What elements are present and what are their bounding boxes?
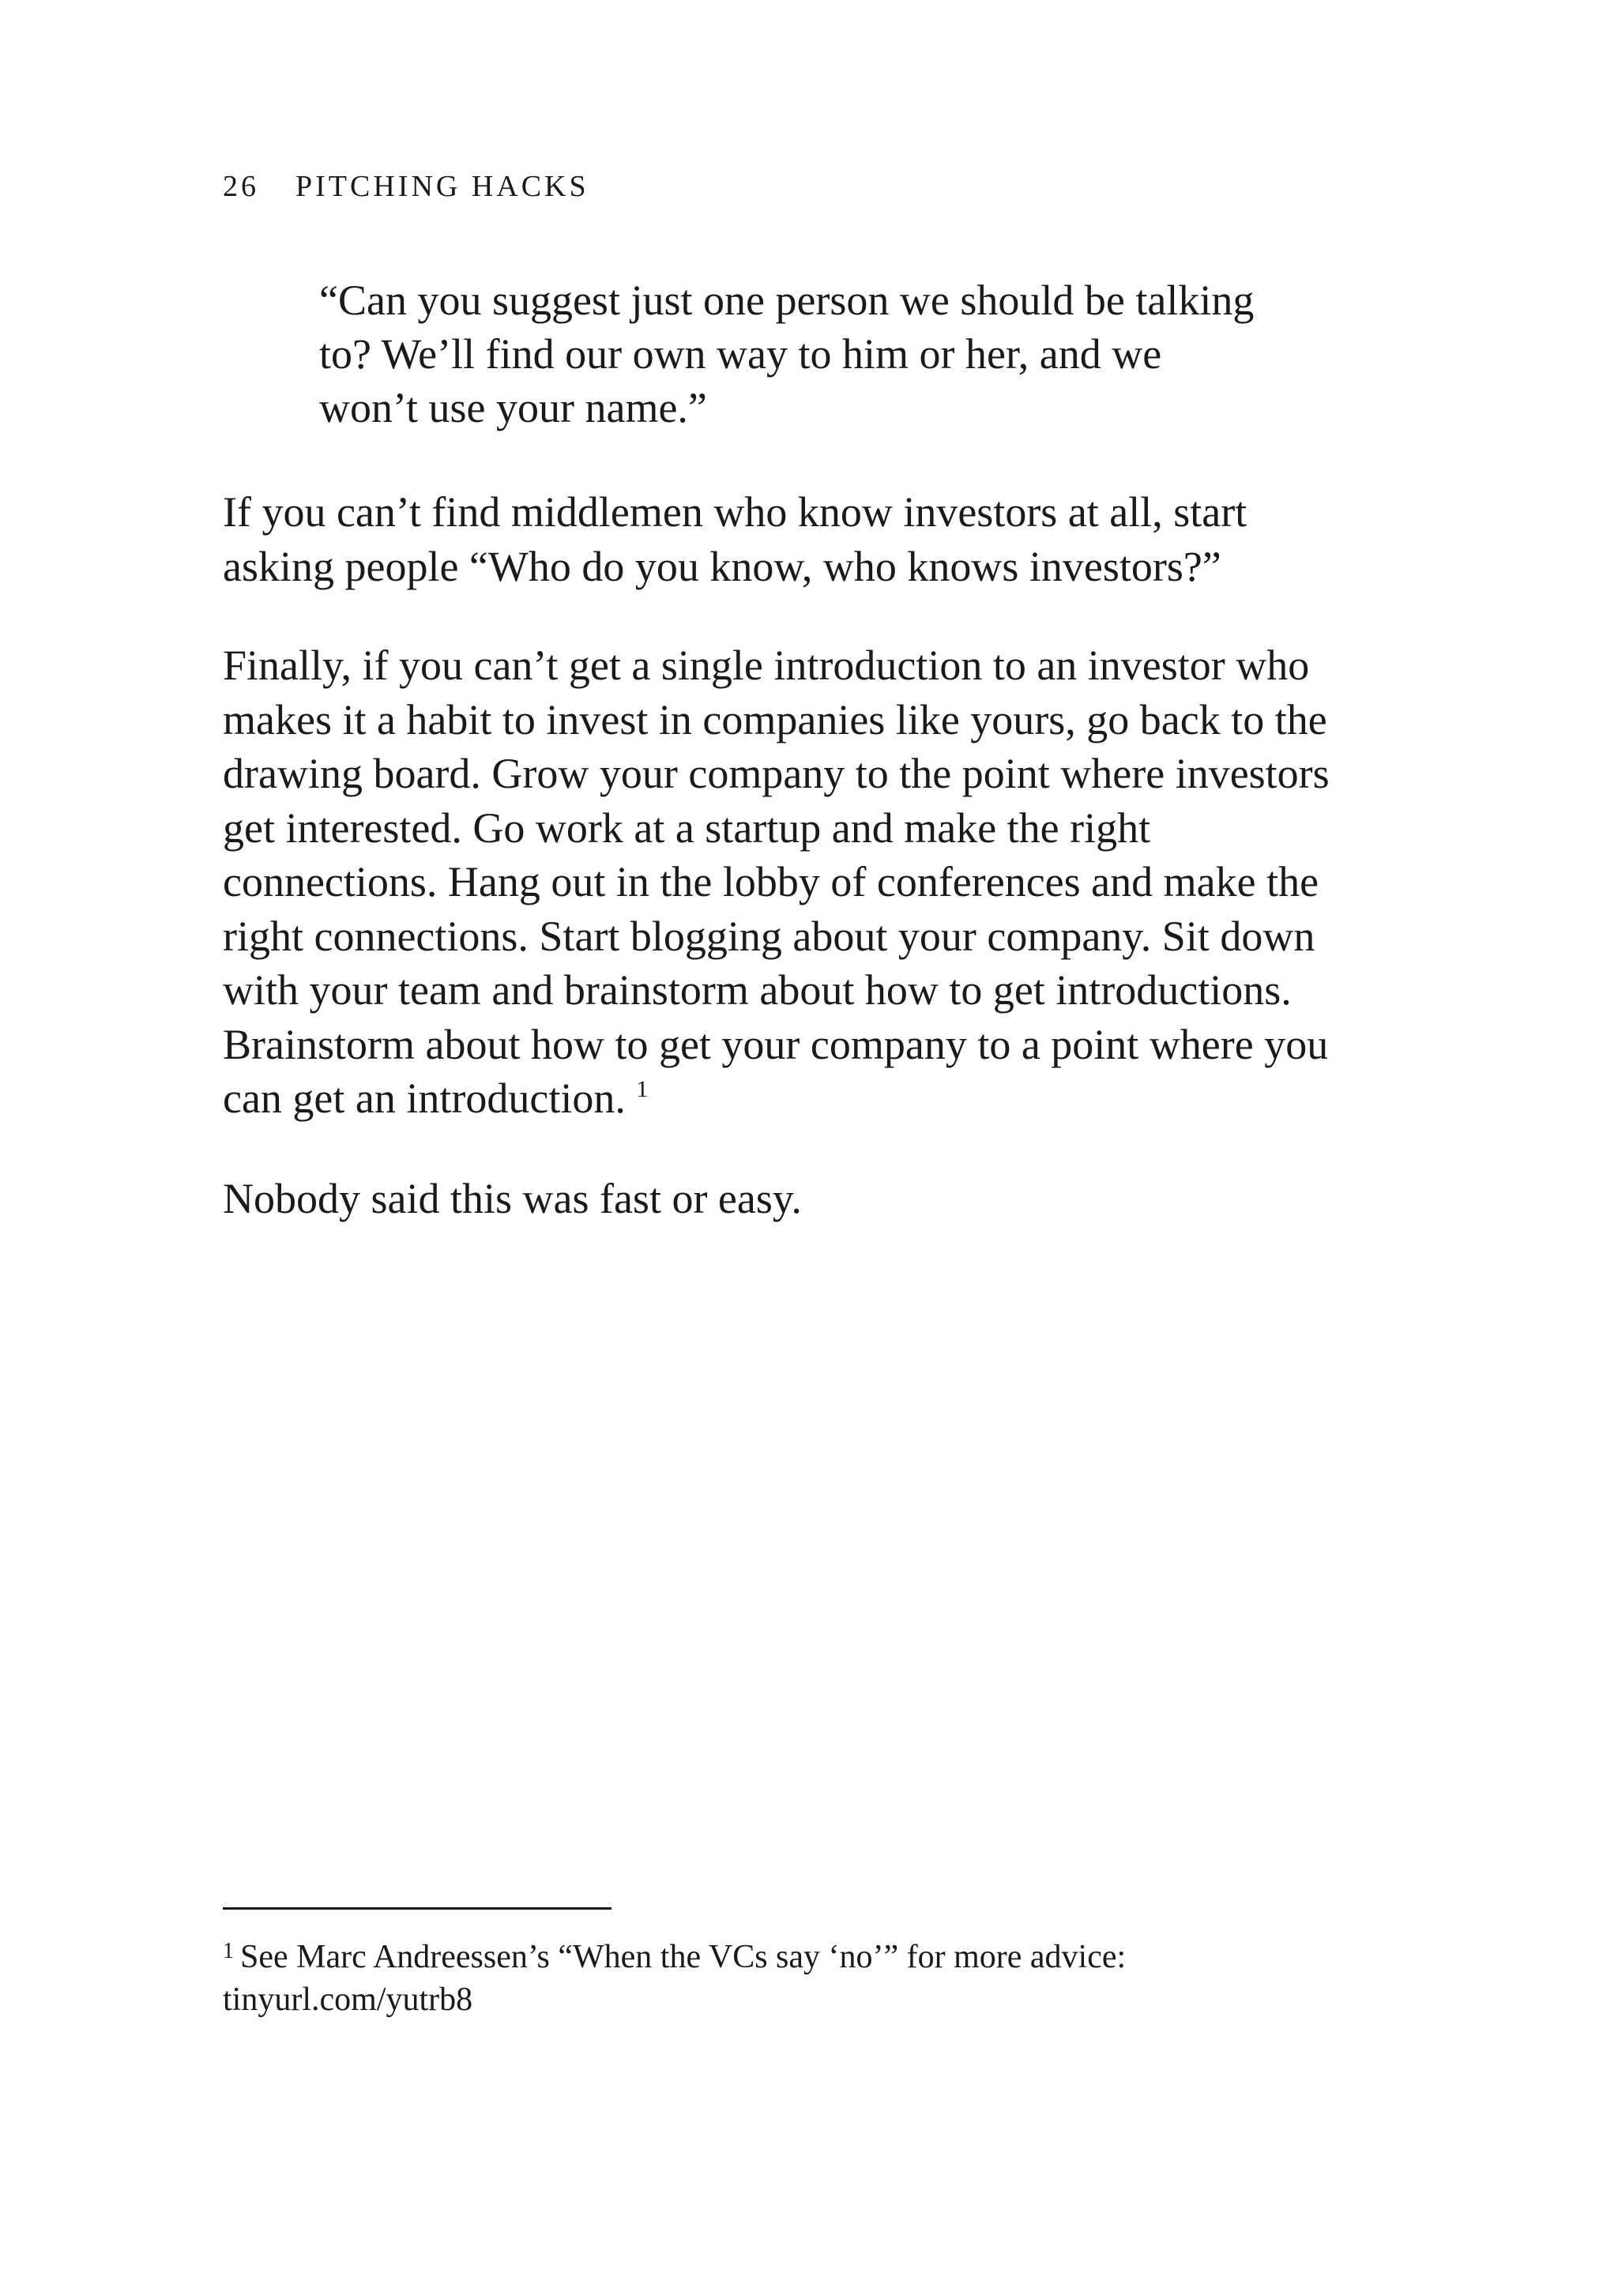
paragraph-line: with your team and brainstorm about how to get introductions. — [223, 966, 1292, 1014]
footnote — [223, 1936, 1126, 2021]
paragraph-line: makes it a habit to invest in companies like yours, go back to the — [223, 695, 1327, 743]
paragraph-line: Finally, if you can’t get a single introduction to an investor who — [223, 642, 1310, 689]
paragraph-line: drawing board. Grow your company to the point where investors — [223, 750, 1330, 797]
footnote-link[interactable]: tinyurl.com/yutrb8 — [223, 1982, 473, 2018]
footnote-reference[interactable]: 1 — [636, 1076, 649, 1102]
paragraph-drawing-board — [223, 638, 1330, 1126]
footnote-line — [223, 1936, 1126, 1978]
running-title: PITCHING HACKS — [295, 170, 589, 203]
block-quote-line: “Can you suggest just one person we should be talking — [319, 277, 1255, 324]
paragraph-line: If you can’t find middlemen who know investors at all, start — [223, 488, 1247, 536]
paragraph-line: connections. Hang out in the lobby of conferences and make the — [223, 858, 1319, 905]
paragraph-line: Brainstorm about how to get your company to a point where you — [223, 1020, 1329, 1068]
paragraph-closing — [223, 1172, 802, 1226]
paragraph-line: Nobody said this was fast or easy. — [223, 1175, 802, 1222]
paragraph-line: get interested. Go work at a startup and make the right — [223, 804, 1151, 852]
paragraph-line-last — [223, 1071, 1330, 1126]
paragraph-middlemen — [223, 485, 1247, 593]
running-head — [223, 169, 589, 204]
paragraph-line: asking people “Who do you know, who knows investors?” — [223, 542, 1221, 590]
block-quote-line: won’t use your name.” — [319, 384, 707, 431]
block-quote — [319, 273, 1254, 435]
paragraph-line: right connections. Start blogging about your company. Sit down — [223, 912, 1315, 960]
footnote-divider — [223, 1907, 611, 1910]
footnote-marker: 1 — [223, 1939, 234, 1963]
footnote-text: See Marc Andreessen’s “When the VCs say ‘no’” for more advice: — [240, 1939, 1127, 1975]
page-number: 26 — [223, 170, 259, 203]
paragraph-line-text: can get an introduction. — [223, 1075, 626, 1122]
block-quote-line: to? We’ll find our own way to him or her, and we — [319, 330, 1162, 378]
